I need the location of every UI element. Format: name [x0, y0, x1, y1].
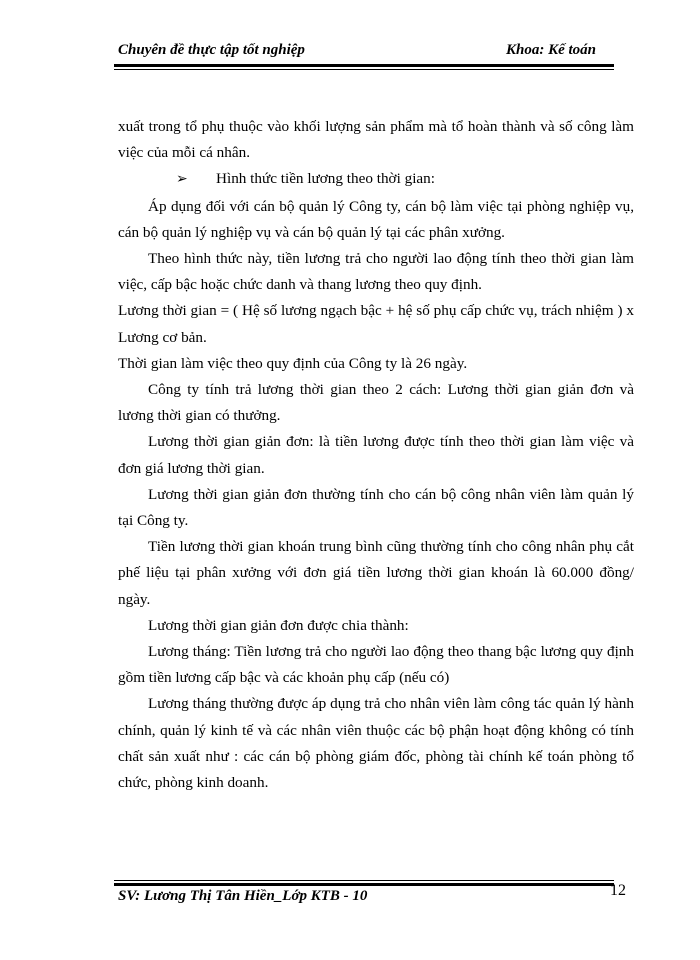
paragraph-3: Theo hình thức này, tiền lương trả cho người lao động tính theo thời gian làm việc, cấp bậc hoặc chức danh và thang lương theo quy định.: [118, 250, 634, 294]
paragraph-1: xuất trong tổ phụ thuộc vào khối lượng sản phẩm mà tổ hoàn thành và số công làm việc của mỗi cá nhân.: [118, 118, 634, 162]
paragraph-8: Lương thời gian giản đơn thường tính cho cán bộ công nhân viên làm quản lý tại Công ty.: [118, 485, 634, 530]
header-department: Khoa: Kế toán: [505, 42, 596, 58]
paragraph-4: Lương thời gian = ( Hệ số lương ngạch bậc + hệ số phụ cấp chức vụ, trách nhiệm ) x Lương cơ bản.: [118, 302, 634, 346]
bullet-heading: [118, 166, 634, 193]
paragraph-7: Lương thời gian giản đơn: là tiền lương được tính theo thời gian làm việc và đơn giá lương thời gian.: [118, 433, 634, 477]
document-body: [118, 114, 634, 796]
footer-rule-thin: [114, 880, 614, 881]
page-number: 12: [610, 882, 626, 899]
paragraph-2: Áp dụng đối với cán bộ quản lý Công ty, cán bộ làm việc tại phòng nghiệp vụ, cán bộ quản lý nghiệp vụ và cán bộ quản lý tại các phân xưởng.: [118, 197, 634, 241]
paragraph-11: Lương tháng: Tiền lương trả cho người lao động theo thang bậc lương quy định gồm tiền lương cấp bậc và các khoản phụ cấp (nếu có): [118, 643, 634, 687]
footer-author: SV: Lương Thị Tân Hiền_Lớp KTB - 10: [118, 888, 368, 904]
arrow-bullet-icon: ➢: [176, 172, 188, 188]
paragraph-6: Công ty tính trả lương thời gian theo 2 cách: Lương thời gian giản đơn và lương thời gian có thưởng.: [118, 381, 634, 425]
header-rule-thin: [114, 69, 614, 70]
paragraph-5: Thời gian làm việc theo quy định của Công ty là 26 ngày.: [118, 354, 468, 372]
paragraph-12: Lương tháng thường được áp dụng trả cho nhân viên làm công tác quản lý hành chính, quản lý kinh tế và các nhân viên thuộc các bộ phận hoạt động không có tính chất sản xuất như : các cán bộ phòng giám đốc, phòng tài chính kế toán phòng tổ chức, phòng kinh doanh.: [118, 695, 634, 792]
paragraph-10: Lương thời gian giản đơn được chia thành:: [148, 616, 409, 634]
page-header: [118, 42, 596, 62]
footer-rule-thick: [114, 883, 614, 886]
header-rule-thick: [114, 64, 614, 67]
bullet-heading-text: Hình thức tiền lương theo thời gian:: [216, 170, 435, 188]
header-title: Chuyên đề thực tập tốt nghiệp: [118, 42, 305, 58]
paragraph-9: Tiền lương thời gian khoán trung bình cũng thường tính cho công nhân phụ cắt phế liệu tại phân xưởng với đơn giá tiền lương thời gian khoán là 60.000 đồng/ ngày.: [118, 538, 634, 608]
